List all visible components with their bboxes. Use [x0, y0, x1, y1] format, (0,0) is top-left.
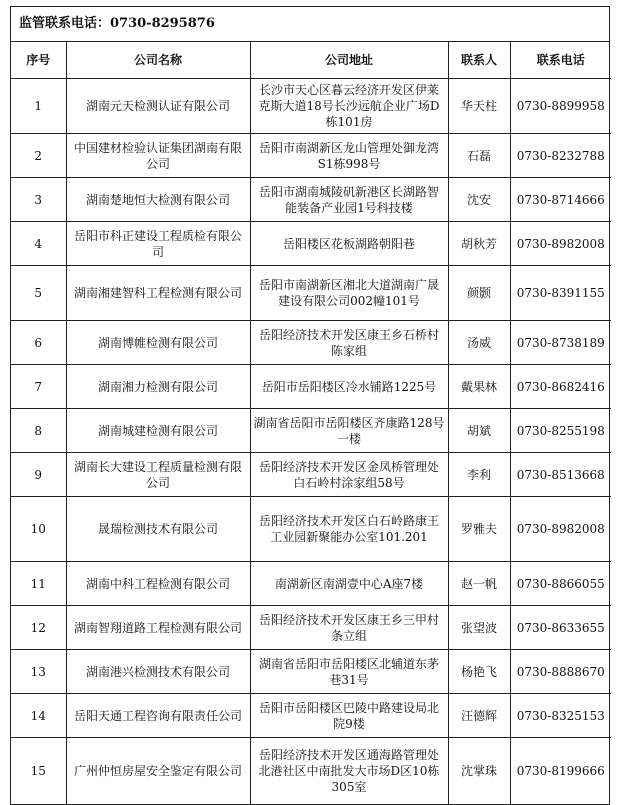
row-address: 岳阳经济技术开发区康王乡三甲村条立组: [250, 606, 448, 650]
row-phone: 0730-8888670: [510, 650, 611, 694]
header-company: 公司名称: [66, 42, 250, 79]
row-seq: 12: [11, 606, 66, 650]
row-seq: 11: [11, 562, 66, 606]
row-contact: 汪德辉: [448, 694, 510, 738]
row-seq: 5: [11, 266, 66, 321]
row-company: 湖南楚地恒大检测有限公司: [66, 178, 250, 222]
table-row: [11, 79, 611, 134]
header-contact: 联系人: [448, 42, 510, 79]
row-company: 岳阳市科正建设工程质检有限公司: [66, 222, 250, 266]
row-phone: 0730-8899958: [510, 79, 611, 134]
header-phone: 联系电话: [510, 42, 611, 79]
row-seq: 3: [11, 178, 66, 222]
row-company: 广州仲恒房屋安全鉴定有限公司: [66, 738, 250, 804]
row-address: 南湖新区南湖壹中心A座7楼: [250, 562, 448, 606]
row-seq: 10: [11, 497, 66, 562]
table-row: [11, 694, 611, 738]
row-contact: 石磊: [448, 134, 510, 178]
row-contact: 沈安: [448, 178, 510, 222]
row-company: 湖南博帷检测有限公司: [66, 321, 250, 365]
row-address: 岳阳经济技术开发区通海路管理处北港社区中南批发大市场D区10栋305室: [250, 738, 448, 804]
row-contact: 华天柱: [448, 79, 510, 134]
table-row: [11, 606, 611, 650]
document-sheet: [10, 6, 610, 805]
table-row: [11, 453, 611, 497]
row-contact: 赵一帆: [448, 562, 510, 606]
row-address: 岳阳楼区花板湖路朝阳巷: [250, 222, 448, 266]
row-address: 长沙市天心区暮云经济开发区伊莱克斯大道18号长沙远航企业广场D栋101房: [250, 79, 448, 134]
row-company: 中国建材检验认证集团湖南有限公司: [66, 134, 250, 178]
table-row: [11, 650, 611, 694]
row-contact: 罗雅夫: [448, 497, 510, 562]
row-address: 湖南省岳阳市岳阳楼区北辅道东茅巷31号: [250, 650, 448, 694]
row-contact: 汤威: [448, 321, 510, 365]
row-phone: 0730-8866055: [510, 562, 611, 606]
company-table: [11, 42, 611, 804]
row-contact: 胡斌: [448, 409, 510, 453]
row-seq: 15: [11, 738, 66, 804]
row-contact: 胡秋芳: [448, 222, 510, 266]
row-contact: 戴果林: [448, 365, 510, 409]
row-phone: 0730-8325153: [510, 694, 611, 738]
row-address: 岳阳市岳阳楼区巴陵中路建设局北院9楼: [250, 694, 448, 738]
row-company: 湖南长大建设工程质量检测有限公司: [66, 453, 250, 497]
row-seq: 9: [11, 453, 66, 497]
row-phone: 0730-8513668: [510, 453, 611, 497]
table-row: [11, 178, 611, 222]
row-phone: 0730-8982008: [510, 222, 611, 266]
header-address: 公司地址: [250, 42, 448, 79]
row-contact: 沈掌珠: [448, 738, 510, 804]
row-company: 晟瑞检测技术有限公司: [66, 497, 250, 562]
table-row: [11, 409, 611, 453]
row-company: 湖南元天检测认证有限公司: [66, 79, 250, 134]
row-phone: 0730-8982008: [510, 497, 611, 562]
row-seq: 14: [11, 694, 66, 738]
table-row: [11, 562, 611, 606]
row-phone: 0730-8714666: [510, 178, 611, 222]
row-phone: 0730-8391155: [510, 266, 611, 321]
table-row: [11, 222, 611, 266]
table-row: [11, 738, 611, 804]
row-address: 岳阳市南湖新区湘北大道湖南广晟建设有限公司002幢101号: [250, 266, 448, 321]
row-contact: 杨艳飞: [448, 650, 510, 694]
table-row: [11, 321, 611, 365]
row-phone: 0730-8232788: [510, 134, 611, 178]
row-contact: 颜颢: [448, 266, 510, 321]
row-address: 岳阳经济技术开发区康王乡石桥村陈家组: [250, 321, 448, 365]
row-phone: 0730-8682416: [510, 365, 611, 409]
row-address: 湖南省岳阳市岳阳楼区齐康路128号一楼: [250, 409, 448, 453]
row-phone: 0730-8199666: [516, 763, 605, 778]
table-row: [11, 497, 611, 562]
row-address: 岳阳市岳阳楼区冷水铺路1225号: [250, 365, 448, 409]
row-company: 湖南湘建智科工程检测有限公司: [66, 266, 250, 321]
row-seq: 13: [11, 650, 66, 694]
row-company: 湖南智翔道路工程检测有限公司: [66, 606, 250, 650]
row-seq: 8: [11, 409, 66, 453]
header-seq: 序号: [11, 42, 66, 79]
row-address: 岳阳经济技术开发区金凤桥管理处白石岭村涂家组58号: [250, 453, 448, 497]
row-company: 湖南湘力检测有限公司: [66, 365, 250, 409]
supervision-hotline: 监管联系电话：0730-8295876: [11, 7, 609, 42]
row-phone: 0730-8738189: [510, 321, 611, 365]
table-row: [11, 134, 611, 178]
table-body: [11, 79, 611, 804]
row-address: 岳阳经济技术开发区白石岭路康王工业园新聚能办公室101.201: [250, 497, 448, 562]
row-phone: 0730-8633655: [510, 606, 611, 650]
row-contact: 李利: [448, 453, 510, 497]
row-company: 湖南城建检测有限公司: [66, 409, 250, 453]
row-seq: 2: [11, 134, 66, 178]
table-row: [11, 266, 611, 321]
row-address: 岳阳市南湖新区龙山管理处御龙湾S1栋998号: [250, 134, 448, 178]
row-company: 湖南中科工程检测有限公司: [66, 562, 250, 606]
row-seq: 7: [11, 365, 66, 409]
row-seq: 6: [11, 321, 66, 365]
row-company: 岳阳天通工程咨询有限责任公司: [66, 694, 250, 738]
row-company: 湖南港兴检测技术有限公司: [66, 650, 250, 694]
table-header-row: [11, 42, 611, 79]
row-address: 岳阳市湖南城陵矶新港区长湖路智能装备产业园1号科技楼: [250, 178, 448, 222]
row-seq: 4: [11, 222, 66, 266]
row-phone: 0730-8255198: [510, 409, 611, 453]
row-seq: 1: [11, 79, 66, 134]
row-contact: 张望波: [448, 606, 510, 650]
table-row: [11, 365, 611, 409]
